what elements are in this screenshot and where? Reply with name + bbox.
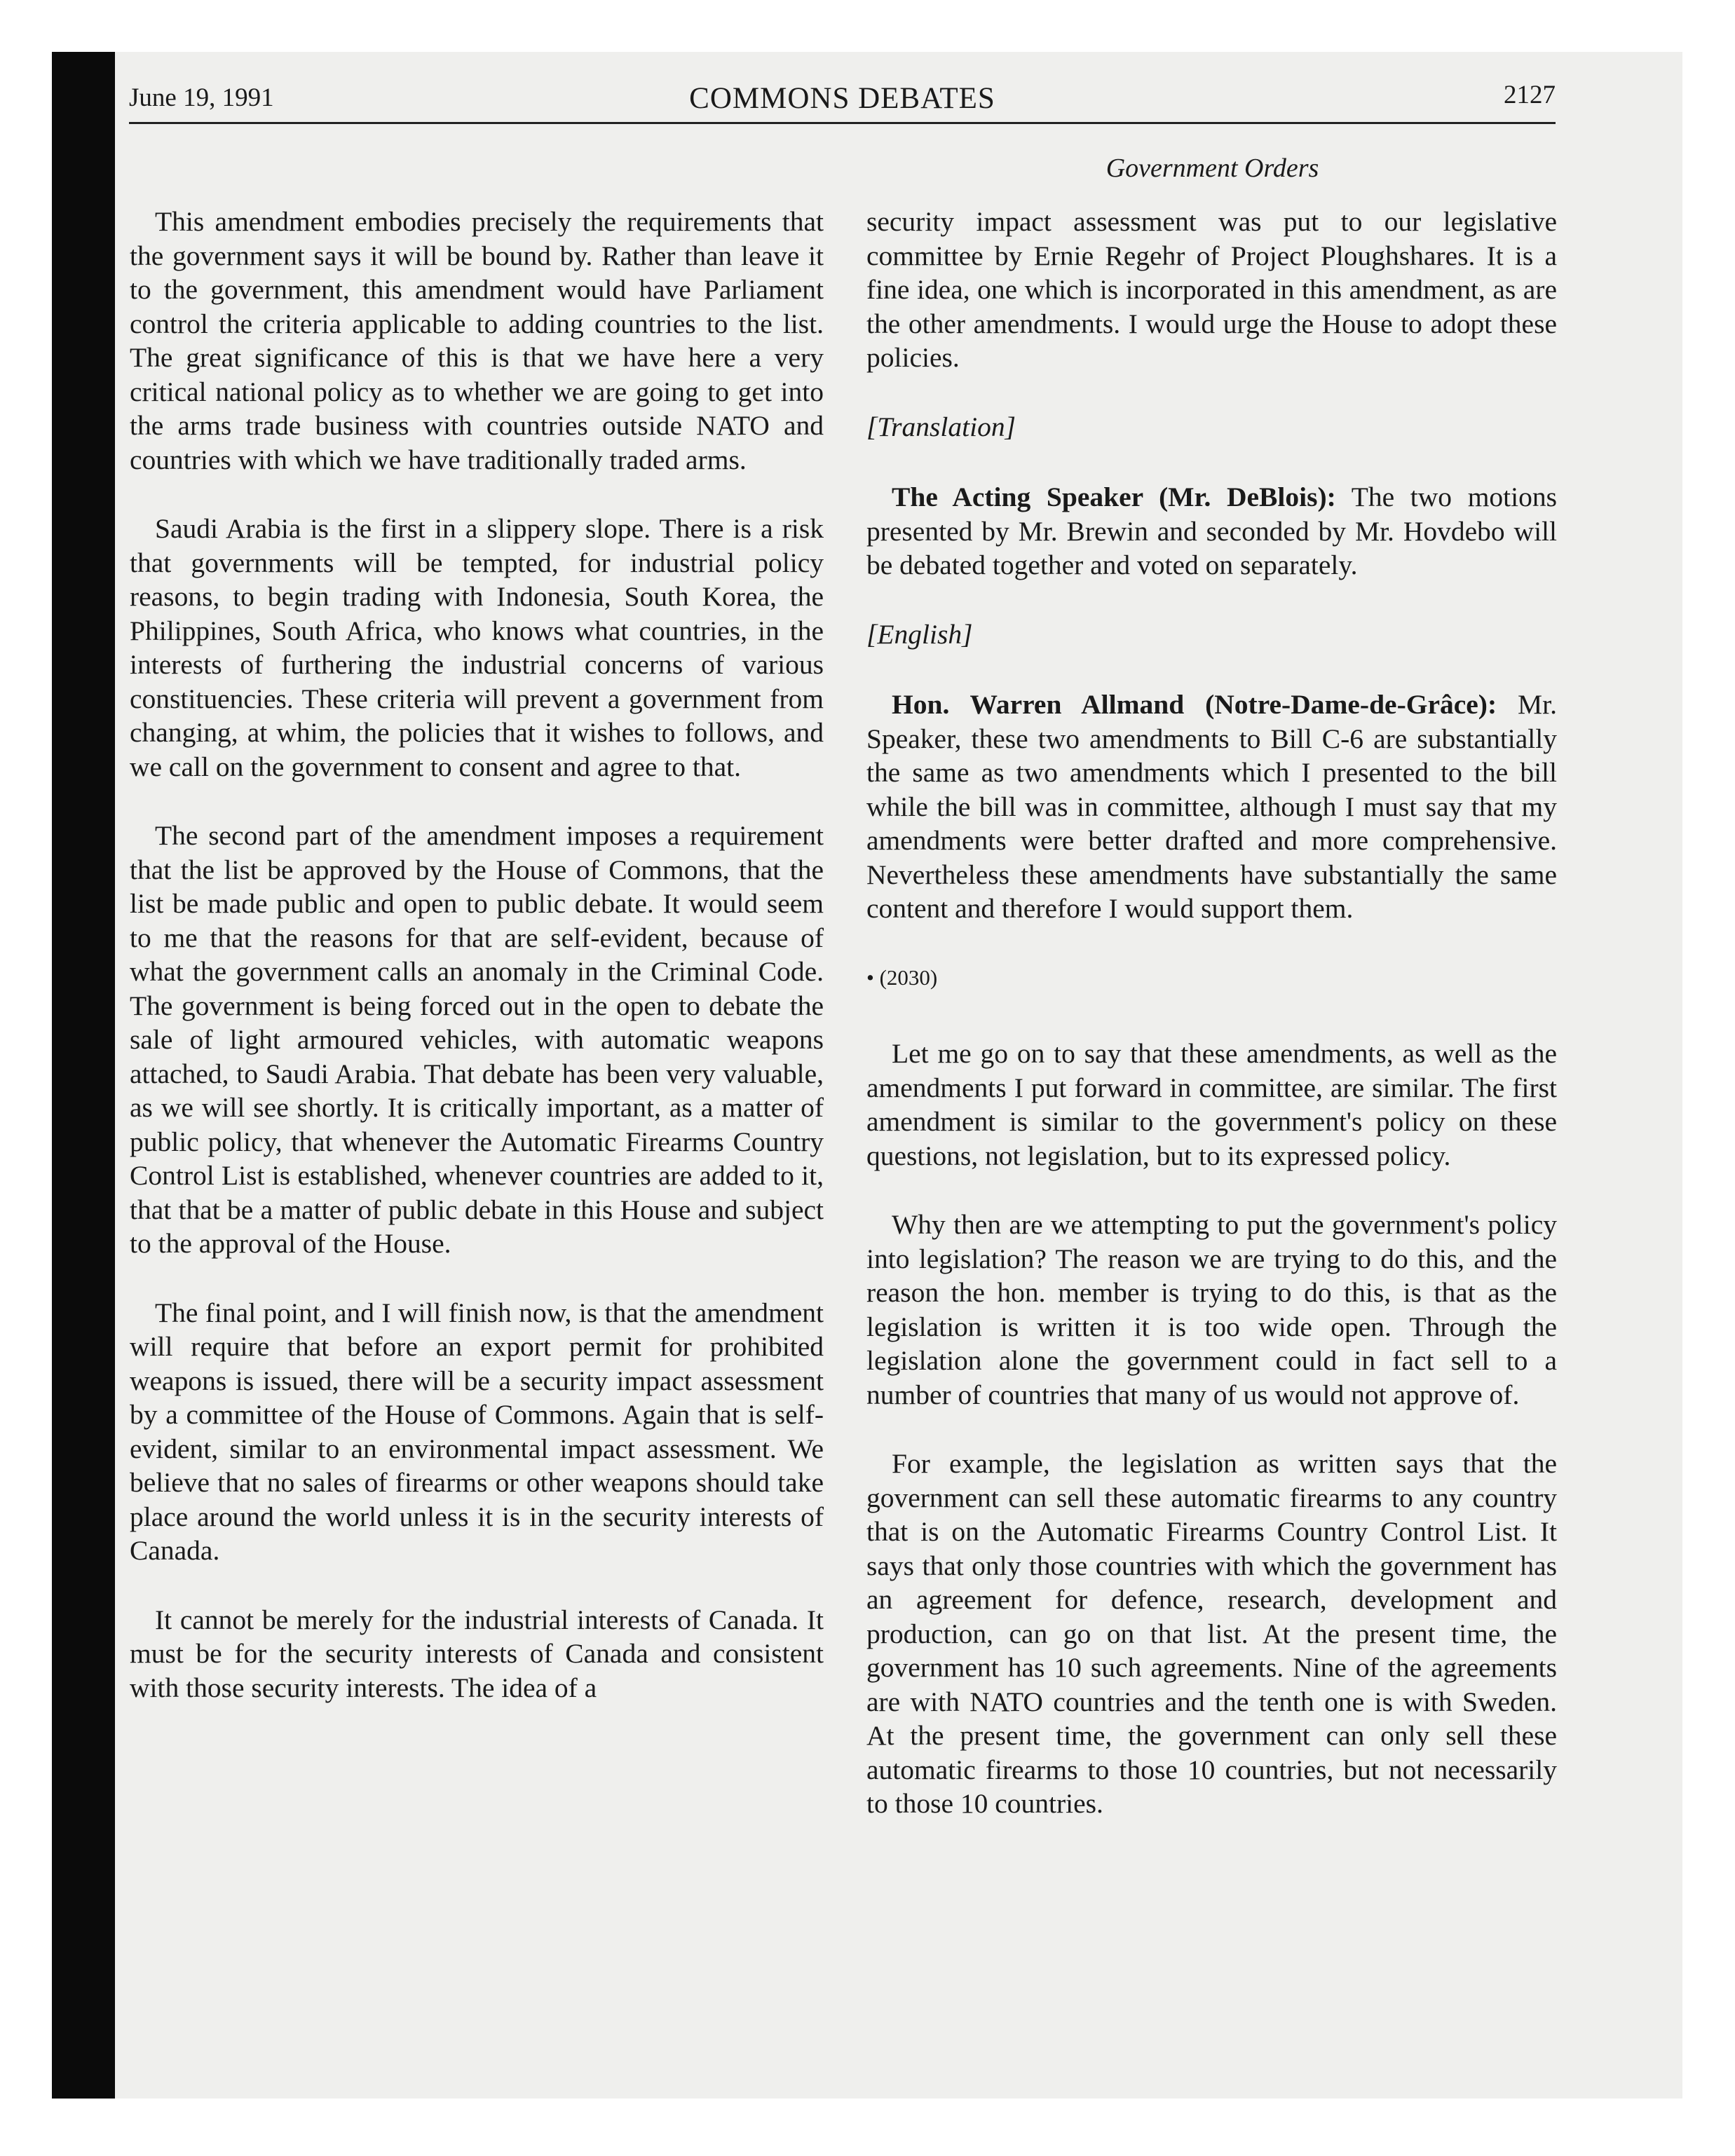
left-column xyxy=(130,205,824,1740)
page-header xyxy=(129,77,1556,124)
section-label: Government Orders xyxy=(1105,153,1319,183)
language-tag: [Translation] xyxy=(866,411,1016,442)
paragraph: security impact assessment was put to our legislative committee by Ernie Regehr of Project Ploughshares. It is a fine idea, one which is incorporated in this amendment, as are the other amendments. I would urge the House to adopt these policies. xyxy=(866,206,1557,373)
speaker-name: Hon. Warren Allmand (Notre-Dame-de-Grâce): xyxy=(892,689,1497,720)
speaker-paragraph xyxy=(866,480,1557,582)
page-number: 2127 xyxy=(1504,81,1556,109)
header-title: COMMONS DEBATES xyxy=(689,82,995,115)
paragraph: Let me go on to say that these amendments, as well as the amendments I put forward in committee, are similar. The first amendment is similar to the government's policy on these questions, not legislation, but to its expressed policy. xyxy=(866,1038,1557,1171)
paragraph: Saudi Arabia is the first in a slippery slope. There is a risk that governments will be tempted, for industrial policy reasons, to begin trading with Indonesia, South Korea, the Philippines, South Africa, who knows what countries, in the interests of furthering the industrial concerns of various constituencies. These criteria will prevent a government from changing, at whim, the policies that it wishes to follows, and we call on the government to consent and agree to that. xyxy=(130,513,824,782)
header-date: June 19, 1991 xyxy=(129,83,274,112)
speech-text: Mr. Speaker, these two amendments to Bill C-6 are substantially the same as two amendments which I presented to the bill while the bill was in committee, although I must say that my amendments were better drafted and more comprehensive. Nevertheless these amendments have substantially the same content and therefore I would support them. xyxy=(866,689,1557,924)
paragraph: The final point, and I will finish now, is that the amendment will require that before an export permit for prohibited weapons is issued, there will be a security impact assessment by a committee of the House of Commons. Again that is self-evident, similar to an environmental impact assessment. We believe that no sales of firearms or other weapons should take place around the world unless it is in the security interests of Canada. xyxy=(130,1297,824,1566)
paragraph: Why then are we attempting to put the government's policy into legislation? The reason we are trying to do this, and the reason the hon. member is trying to do this, is that as the legislation is written it is too wide open. Through the legislation alone the government could in fact sell to a number of countries that many of us would not approve of. xyxy=(866,1209,1557,1410)
speaker-paragraph xyxy=(866,688,1557,926)
right-column xyxy=(866,205,1557,1856)
binding-edge xyxy=(52,52,115,2099)
paragraph: This amendment embodies precisely the requirements that the government says it will be bound by. Rather than leave it to the government, this amendment would have Parliament control the criteria applicable to adding countries to the list. The great significance of this is that we have here a very critical national policy as to whether we are going to get into the arms trade business with countries outside NATO and countries with which we have traditionally traded arms. xyxy=(130,206,824,475)
paragraph: The second part of the amendment imposes a requirement that the list be approved by the House of Commons, that the list be made public and open to public debate. It would seem to me that the reasons for that are self-evident, because of what the government calls an anomaly in the Criminal Code. The government is being forced out in the open to debate the sale of light armoured vehicles, with automatic weapons attached, to Saudi Arabia. That debate has been very valuable, as we will see shortly. It is critically important, as a matter of public policy, that whenever the Automatic Firearms Country Control List is established, whenever countries are added to it, that that be a matter of public debate in this House and subject to the approval of the House. xyxy=(130,820,824,1259)
language-tag: [English] xyxy=(866,618,973,650)
speech-text: The two motions presented by Mr. Brewin and seconded by Mr. Hovdebo will be debated together and voted on separately. xyxy=(866,482,1557,580)
paragraph: It cannot be merely for the industrial interests of Canada. It must be for the security interests of Canada and consistent with those security interests. The idea of a xyxy=(130,1604,824,1703)
paragraph: For example, the legislation as written says that the government can sell these automatic firearms to any country that is on the Automatic Firearms Country Control List. It says that only those countries with which the government has an agreement for defence, research, development and production, can go on that list. At the present time, the government has 10 such agreements. Nine of the agreements are with NATO countries and the tenth one is with Sweden. At the present time, the government can only sell these automatic firearms to those 10 countries, but not necessarily to those 10 countries. xyxy=(866,1448,1557,1819)
time-marker: • (2030) xyxy=(866,964,938,990)
speaker-name: The Acting Speaker (Mr. DeBlois): xyxy=(892,482,1336,512)
